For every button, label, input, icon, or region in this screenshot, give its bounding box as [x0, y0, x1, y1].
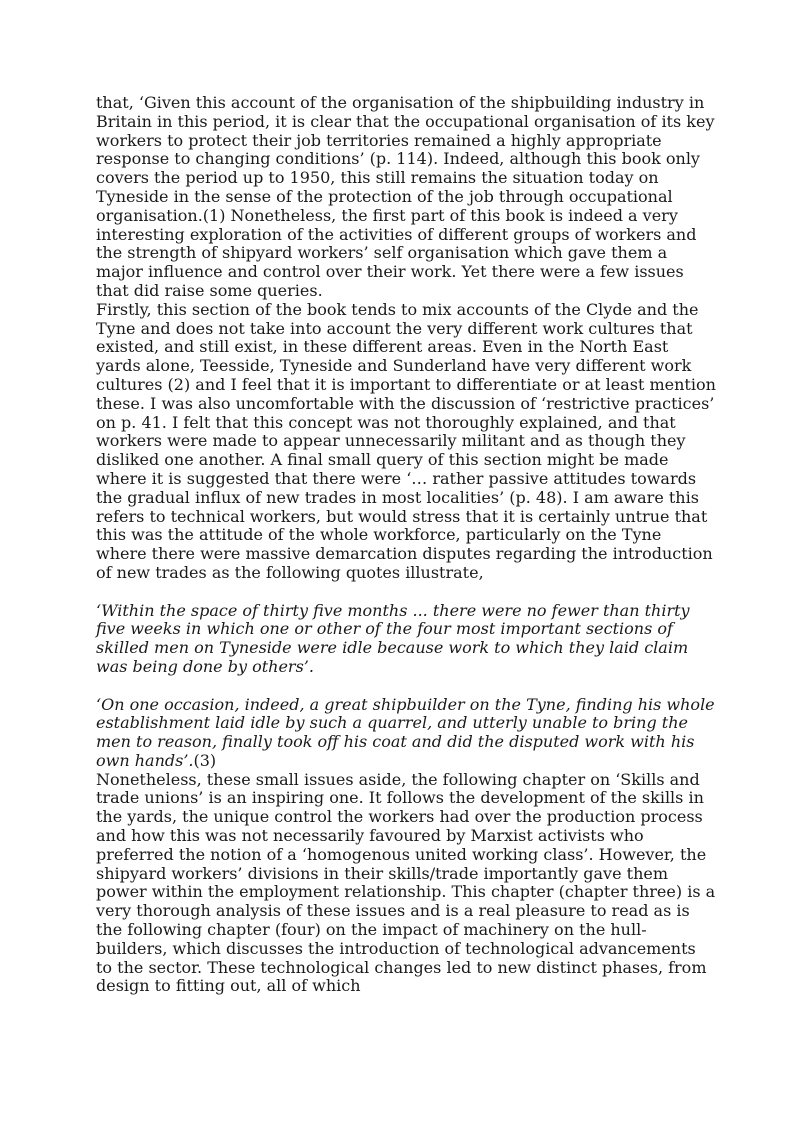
paragraph-intro: that, ‘Given this account of the organisation of the shipbuilding industry in Britain in this period, it is clear that the occupational organisation of its key workers to protect their job territories remained a highly appropriate response to changing conditions’ (p. 114). Indeed, although this book only covers the period up to 1950, this still remains the situation today on Tyneside in the sense of the protection of the job through occupational organisation.(1) Nonetheless, the first part of this book is indeed a very interesting exploration of the activities of different groups of workers and the strength of shipyard workers’ self organisation which gave them a major influence and control over their work. Yet there were a few issues that did raise some queries. [96, 93, 715, 300]
block-quote-2-text: ‘On one occasion, indeed, a great shipbuilder on the Tyne, finding his whole establishment laid idle by such a quarrel, and utterly unable to bring the men to reason, finally took off his coat and did the disputed work with his own hands’. [96, 694, 715, 770]
paragraph-closing: Nonetheless, these small issues aside, the following chapter on ‘Skills and trade unions’ is an inspiring one. It follows the development of the skills in the yards, the unique control the workers had over the production process and how this was not necessarily favoured by Marxist activists who preferred the notion of a ‘homogenous united working class’. However, the shipyard workers’ divisions in their skills/trade importantly gave them power within the employment relationship. This chapter (chapter three) is a very thorough analysis of these issues and is a real pleasure to read as is the following chapter (four) on the impact of machinery on the hull-builders, which discusses the introduction of technological advancements to the sector. These technological changes led to new distinct phases, from design to fitting out, all of which [96, 769, 716, 996]
paragraph-gap [96, 583, 716, 602]
block-quote-1: ‘Within the space of thirty five months ... there were no fewer than thirty five weeks in which one or other of the four most important sections of skilled men on Tyneside were idle because work to which they laid claim was being done by others’. [96, 600, 690, 676]
document-page [96, 94, 716, 996]
footnote-ref: (3) [193, 750, 217, 770]
block-quote-2 [96, 696, 716, 771]
paragraph-firstly: Firstly, this section of the book tends to mix accounts of the Clyde and the Tyne and does not take into account the very different work cultures that existed, and still exist, in these different areas. Even in the North East yards alone, Teesside, Tyneside and Sunderland have very different work cultures (2) and I feel that it is important to differentiate or at least mention these. I was also uncomfortable with the discussion of ‘restrictive practices’ on p. 41. I felt that this concept was not thoroughly explained, and that workers were made to appear unnecessarily militant and as though they disliked one another. A final small query of this section might be made where it is suggested that there were ‘… rather passive attitudes towards the gradual influx of new trades in most localities’ (p. 48). I am aware this refers to technical workers, but would stress that it is certainly untrue that this was the attitude of the whole workforce, particularly on the Tyne where there were massive demarcation disputes regarding the introduction of new trades as the following quotes illustrate, [96, 299, 716, 582]
paragraph-gap [96, 677, 716, 696]
